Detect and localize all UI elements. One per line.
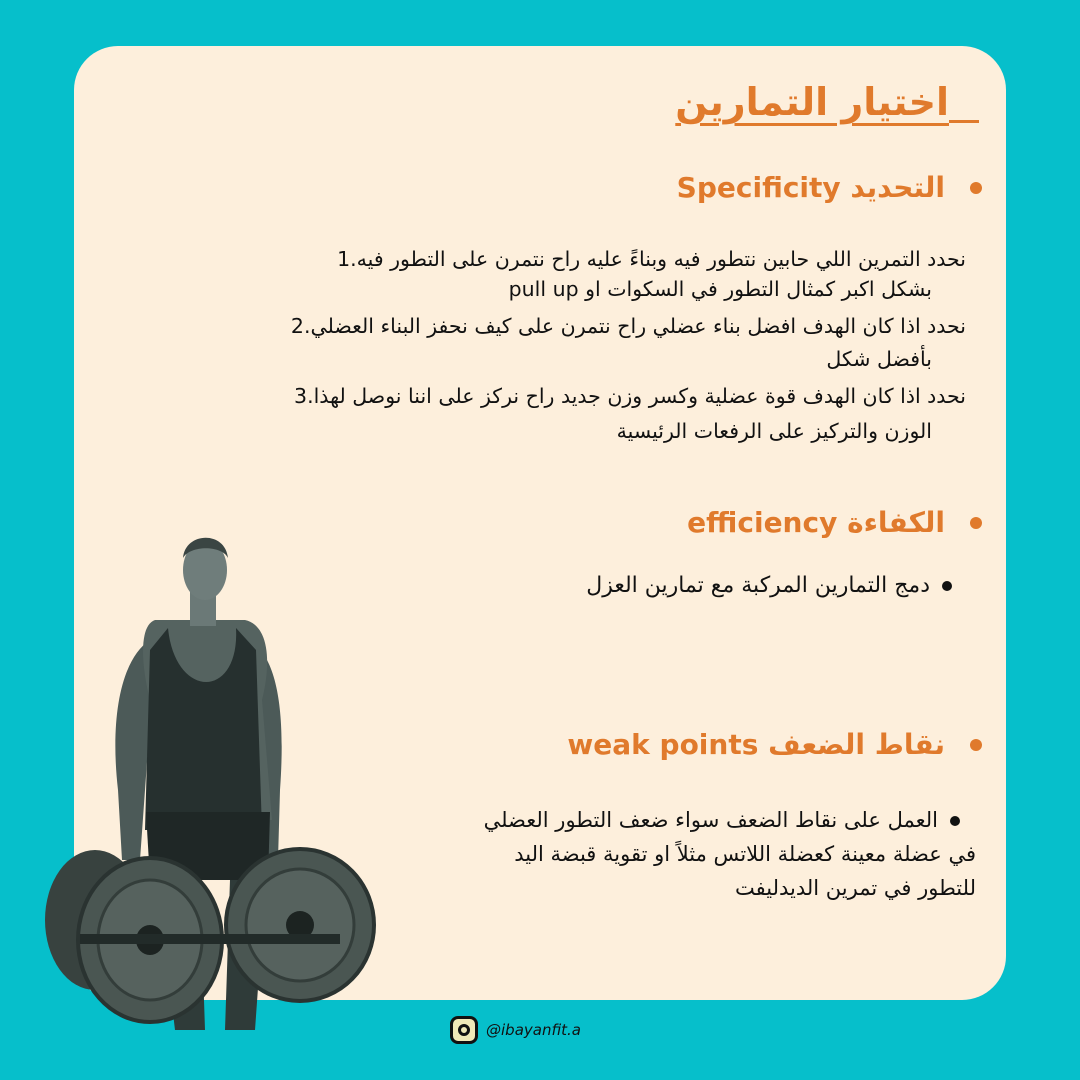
bullet-text-continuation: للتطور في تمرين الديدليفت xyxy=(735,876,976,900)
bullet-item xyxy=(484,804,960,836)
item-number: .2 xyxy=(290,314,311,338)
item-text: نحدد اذا كان الهدف افضل بناء عضلي راح نتمرن على كيف نحفز البناء العضلي xyxy=(310,314,966,338)
bullet-item xyxy=(586,571,952,601)
item-text: نحدد التمرين اللي حابين نتطور فيه وبناءً عليه راح نتمرن على التطور فيه xyxy=(356,247,966,271)
item-number: .3 xyxy=(294,384,314,408)
bullet-dot xyxy=(942,581,952,591)
list-item-continuation: بشكل اكبر كمثال التطور في السكوات او pull up xyxy=(508,277,932,301)
list-item xyxy=(323,244,966,274)
title-underline-tail xyxy=(949,120,979,123)
section-heading-weak-points: نقاط الضعف weak points xyxy=(567,728,945,761)
bullet-text-continuation: في عضلة معينة كعضلة اللاتس مثلاً او تقوية قبضة اليد xyxy=(514,842,976,866)
list-item-continuation: الوزن والتركيز على الرفعات الرئيسية xyxy=(616,419,932,443)
heading-bullet xyxy=(970,739,982,751)
instagram-handle[interactable] xyxy=(450,1016,581,1044)
section-heading-specificity: التحديد Specificity xyxy=(676,171,945,204)
bullet-text: العمل على نقاط الضعف سواء ضعف التطور العضلي xyxy=(483,808,938,832)
instagram-handle-text: @ibayanfit.a xyxy=(486,1021,581,1039)
title-text: اختيار التمارين xyxy=(675,80,949,124)
bullet-text: دمج التمارين المركبة مع تمارين العزل xyxy=(586,573,930,598)
athlete-deadlift-photo xyxy=(0,0,400,1080)
page-title xyxy=(675,80,985,124)
section-heading-efficiency: الكفاءة efficiency xyxy=(687,506,945,539)
item-text: نحدد اذا كان الهدف قوة عضلية وكسر وزن جديد راح نركز على اننا نوصل لهذا xyxy=(313,384,966,408)
instagram-icon xyxy=(450,1016,478,1044)
list-item-continuation: بأفضل شكل xyxy=(826,347,932,371)
heading-bullet xyxy=(970,182,982,194)
heading-bullet xyxy=(970,517,982,529)
bullet-dot xyxy=(950,816,960,826)
item-number: .1 xyxy=(337,247,357,271)
